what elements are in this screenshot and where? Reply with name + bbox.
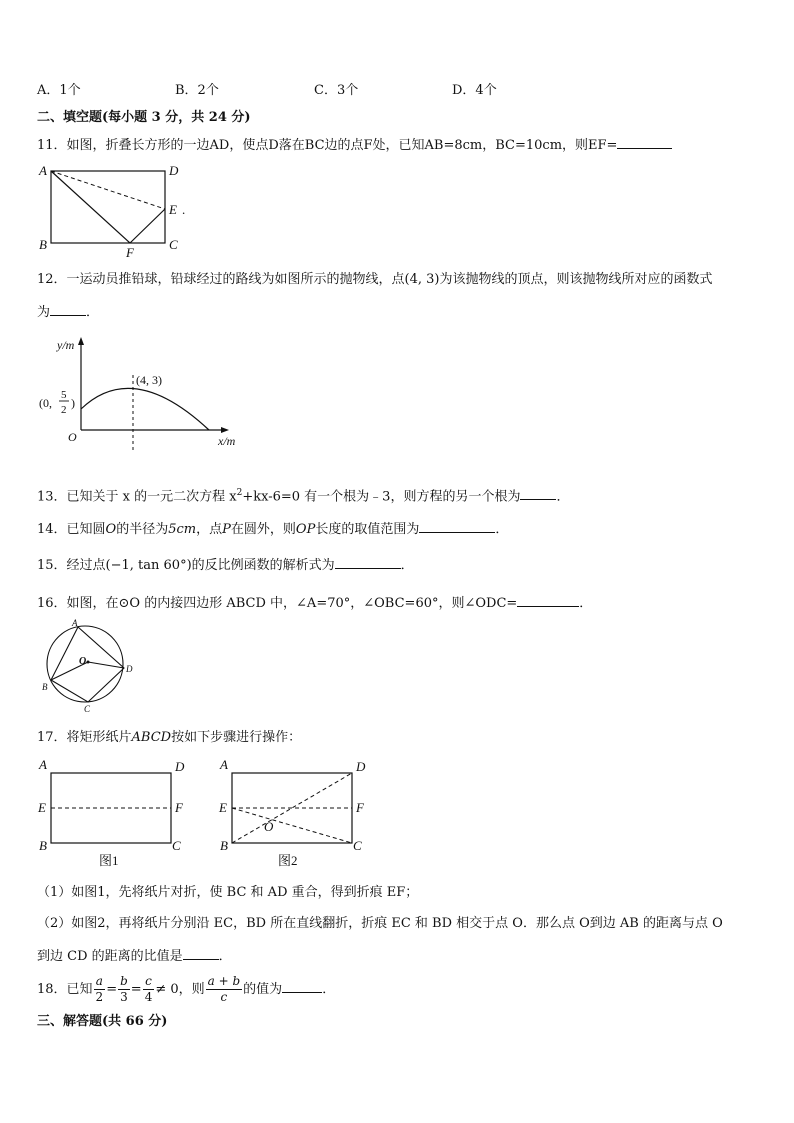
q18-prefix: 18．已知 bbox=[37, 982, 93, 997]
option-d: D．4个 bbox=[452, 83, 497, 98]
q12-line2 bbox=[37, 302, 99, 322]
fig2-label-b: B bbox=[220, 838, 228, 853]
q18-f2-den: 3 bbox=[120, 990, 128, 1004]
fig1-label-d: D bbox=[175, 759, 185, 774]
fig1-label-e: E bbox=[38, 800, 46, 815]
q13-sup: 2 bbox=[236, 488, 243, 498]
q18-suffix: 的值为 bbox=[243, 982, 283, 997]
q11-label-e-dot: . bbox=[182, 202, 186, 217]
q12-x-label: x/m bbox=[218, 434, 236, 448]
q18-f4-den: c bbox=[220, 990, 228, 1004]
fig1-caption: 图1 bbox=[99, 853, 119, 868]
q12-line2-text: 为 bbox=[37, 305, 51, 320]
fig2-label-c: C bbox=[353, 838, 362, 853]
fig2-label-e: E bbox=[219, 800, 227, 815]
q18-f1-den: 2 bbox=[95, 990, 104, 1004]
q16-figure bbox=[41, 618, 141, 713]
q11-answer-blank bbox=[617, 135, 672, 149]
q15-period: ． bbox=[400, 558, 414, 573]
q11-label-c: C bbox=[169, 237, 178, 252]
fig2-label-f: F bbox=[356, 800, 364, 815]
option-b: B．2个 bbox=[175, 83, 219, 98]
q15-point: (−1, tan 60°) bbox=[105, 558, 192, 573]
q14-p: P bbox=[222, 522, 231, 537]
q14-r: 5cm bbox=[168, 522, 197, 537]
q11-question: 11．如图，折叠长方形的一边AD，使点D落在BC边的点F处，已知AB=8cm，BC=10cm，则EF= bbox=[37, 138, 618, 153]
q14-text bbox=[37, 519, 508, 539]
q16-question: 16．如图，在⊙O 的内接四边形 ABCD 中，∠A=70°，∠OBC=60°，则∠ODC= bbox=[37, 596, 518, 611]
q18-text bbox=[37, 972, 335, 1008]
q12-start-den: 2 bbox=[61, 404, 67, 416]
q17-title-abcd: ABCD bbox=[131, 730, 172, 745]
section2-title: 二、填空题(每小题 3 分，共 24 分) bbox=[37, 110, 251, 125]
q17-figure-1 bbox=[37, 757, 207, 867]
q17-title-prefix: 17．将矩形纸片 bbox=[37, 730, 132, 745]
q14-period: ． bbox=[495, 522, 509, 537]
q18-frac-c4 bbox=[143, 974, 155, 1005]
section3-title: 三、解答题(共 66 分) bbox=[37, 1014, 168, 1029]
q13-text bbox=[37, 484, 569, 506]
q12-start-suffix: ) bbox=[71, 396, 75, 410]
q18-f2-num: b bbox=[120, 974, 128, 988]
q11-label-a: A bbox=[39, 163, 47, 178]
q11-label-e: E bbox=[169, 202, 177, 217]
q16-label-o: O bbox=[79, 656, 87, 667]
q13-suffix: +kx-6=0 有一个根为﹣3，则方程的另一个根为 bbox=[242, 489, 521, 505]
q18-frac-a2 bbox=[94, 974, 106, 1005]
q16-label-c: C bbox=[84, 704, 91, 714]
q13-period: ． bbox=[556, 489, 570, 505]
q16-label-d: D bbox=[126, 664, 133, 674]
q17-title bbox=[37, 729, 301, 747]
q17-step2-line2-text: 到边 CD 的距离的比值是 bbox=[37, 949, 183, 964]
q18-f3-num: c bbox=[143, 974, 155, 990]
q14-p2: 的半径为 bbox=[116, 522, 169, 537]
q16-answer-blank bbox=[517, 593, 579, 607]
fig1-label-f: F bbox=[175, 800, 183, 815]
q11-figure bbox=[37, 162, 197, 260]
q16-label-b: B bbox=[42, 682, 48, 692]
fig1-label-c: C bbox=[172, 838, 181, 853]
q11-label-d: D bbox=[169, 163, 179, 178]
q12-origin-label: O bbox=[68, 430, 77, 444]
q11-label-b: B bbox=[39, 237, 47, 252]
q18-f4-num: a + b bbox=[207, 974, 241, 988]
q12-period: ． bbox=[86, 305, 100, 320]
q14-o: O bbox=[105, 522, 117, 537]
q14-p5: 长度的取值范围为 bbox=[315, 522, 420, 537]
fig2-caption: 图2 bbox=[278, 853, 298, 868]
q18-mid: ，则 bbox=[178, 982, 205, 997]
q14-p3: ，点 bbox=[196, 522, 223, 537]
q14-p1: 14．已知圆 bbox=[37, 522, 106, 537]
q16-period: ． bbox=[579, 596, 593, 611]
q18-period: ． bbox=[322, 982, 336, 997]
q12-answer-blank bbox=[50, 302, 86, 316]
option-c: C．3个 bbox=[314, 83, 359, 98]
q11-label-f: F bbox=[126, 245, 134, 260]
q17-step2-line1: （2）如图2，再将纸片分别沿 EC，BD 所在直线翻折，折痕 EC 和 BD 相交于点 O．那么点 O到边 AB 的距离与点 O bbox=[37, 916, 723, 931]
q17-answer-blank bbox=[183, 946, 219, 960]
q15-p1: 15．经过点 bbox=[37, 558, 106, 573]
q18-answer-blank bbox=[282, 979, 322, 993]
q12-start-num: 5 bbox=[61, 389, 67, 401]
q15-p2: 的反比例函数的解析式为 bbox=[191, 558, 335, 573]
q18-f1-num: a bbox=[94, 974, 106, 990]
fig2-label-a: A bbox=[220, 757, 228, 772]
q13-answer-blank bbox=[520, 486, 556, 500]
q17-step2-line2 bbox=[37, 946, 232, 966]
q12-line1: 12．一运动员推铅球，铅球经过的路线为如图所示的抛物线，点(4, 3)为该抛物线的顶点，则该抛物线所对应的函数式 bbox=[37, 272, 713, 287]
q17-period: ． bbox=[218, 949, 232, 964]
q18-neq: ≠ 0 bbox=[155, 982, 179, 997]
q16-text bbox=[37, 593, 592, 613]
q14-p4: 在圆外，则 bbox=[230, 522, 296, 537]
fig2-label-o: O bbox=[264, 819, 274, 834]
q17-figure-2 bbox=[218, 757, 388, 867]
q18-f3-den: 4 bbox=[144, 990, 153, 1004]
q12-y-label: y/m bbox=[57, 338, 75, 352]
q15-text bbox=[37, 555, 414, 575]
q18-frac-b3 bbox=[118, 974, 130, 1005]
q17-step1: （1）如图1，先将纸片对折，使 BC 和 AD 重合，得到折痕 EF； bbox=[37, 885, 419, 900]
q16-label-a: A bbox=[72, 618, 78, 628]
fig2-label-d: D bbox=[356, 759, 366, 774]
q17-title-suffix: 按如下步骤进行操作： bbox=[171, 730, 302, 745]
q12-vertex-label: (4, 3) bbox=[136, 373, 162, 387]
q18-eq1: = bbox=[106, 982, 118, 997]
q14-answer-blank bbox=[419, 519, 495, 533]
fig1-label-b: B bbox=[39, 838, 47, 853]
q12-graph bbox=[37, 335, 257, 455]
q12-start-prefix: (0, bbox=[39, 396, 52, 410]
q13-prefix: 13．已知关于 x 的一元二次方程 x bbox=[37, 489, 237, 505]
q18-eq2: = bbox=[130, 982, 142, 997]
option-a: A．1个 bbox=[37, 83, 81, 98]
q15-answer-blank bbox=[335, 555, 401, 569]
fig1-label-a: A bbox=[39, 757, 47, 772]
q18-frac-ab-c bbox=[206, 974, 243, 1005]
q14-op: OP bbox=[295, 522, 316, 537]
q11-text bbox=[37, 135, 672, 155]
